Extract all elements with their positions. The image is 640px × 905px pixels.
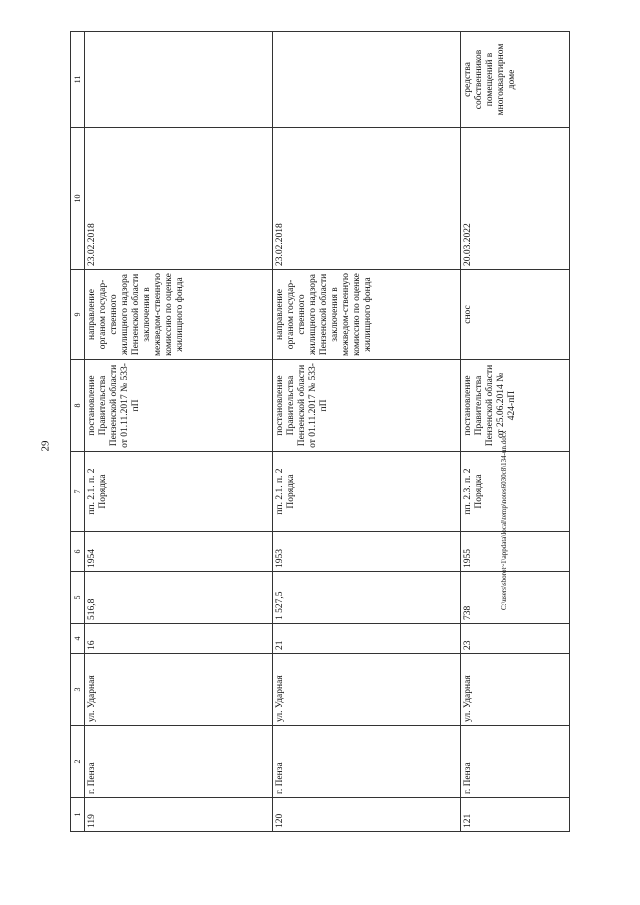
column-number: 10 (71, 128, 85, 270)
house-cell: 16 (85, 624, 273, 654)
column-number-row (71, 32, 85, 832)
area-cell: 516,8 (85, 572, 273, 624)
house-cell: 23 (461, 624, 570, 654)
street-cell: ул. Ударная (273, 654, 461, 726)
resolution-cell: постановление Правительства Пензенской области от 01.11.2017 № 533-пП (85, 360, 273, 452)
source-cell (273, 32, 461, 128)
column-number: 9 (71, 270, 85, 360)
column-number: 8 (71, 360, 85, 452)
area-cell: 1 527,5 (273, 572, 461, 624)
city-cell: г. Пенза (273, 726, 461, 798)
column-number: 7 (71, 452, 85, 532)
year-cell: 1955 (461, 532, 570, 572)
register-table (70, 31, 570, 832)
resolution-cell: постановление Правительства Пензенской области от 25.06.2014 № 424-пП (461, 360, 570, 452)
rotated-table-container (70, 32, 570, 832)
column-number: 4 (71, 624, 85, 654)
column-number: 1 (71, 798, 85, 832)
reason-cell: направление органом государ-ственного жилищного надзора Пензенской области заключения в межведом-ственную комиссию по оценке жилищного фонда (85, 270, 273, 360)
source-cell: средства собственников помещений в многоквартирном доме (461, 32, 570, 128)
column-number: 3 (71, 654, 85, 726)
year-cell: 1954 (85, 532, 273, 572)
row-number: 121 (461, 798, 570, 832)
table-row (85, 32, 273, 832)
column-number: 6 (71, 532, 85, 572)
house-cell: 21 (273, 624, 461, 654)
year-cell: 1953 (273, 532, 461, 572)
column-number: 2 (71, 726, 85, 798)
column-number: 5 (71, 572, 85, 624)
table-row (273, 32, 461, 832)
street-cell: ул. Ударная (461, 654, 570, 726)
column-number: 11 (71, 32, 85, 128)
clause-cell: пп. 2.3. п. 2 Порядка (461, 452, 570, 532)
city-cell: г. Пенза (85, 726, 273, 798)
row-number: 119 (85, 798, 273, 832)
resolution-cell: постановление Правительства Пензенской области от 01.11.2017 № 533-пП (273, 360, 461, 452)
page-number: 29 (39, 440, 52, 452)
clause-cell: пп. 2.1. п. 2 Порядка (273, 452, 461, 532)
reason-cell: снос (461, 270, 570, 360)
clause-cell: пп. 2.1. п. 2 Порядка (85, 452, 273, 532)
reason-cell: направление органом государ-ственного жилищного надзора Пензенской области заключения в межведом-ственную комиссию по оценке жилищного фонда (273, 270, 461, 360)
date-cell: 23.02.2018 (273, 128, 461, 270)
date-cell: 20.03.2022 (461, 128, 570, 270)
city-cell: г. Пенза (461, 726, 570, 798)
source-cell (85, 32, 273, 128)
date-cell: 23.02.2018 (85, 128, 273, 270)
file-path-footer: C:\users\sborot~1\appdata\local\temp\notes6030c8\134-un.docx (500, 430, 508, 610)
row-number: 120 (273, 798, 461, 832)
street-cell: ул. Ударная (85, 654, 273, 726)
area-cell: 738 (461, 572, 570, 624)
table-row (461, 32, 570, 832)
